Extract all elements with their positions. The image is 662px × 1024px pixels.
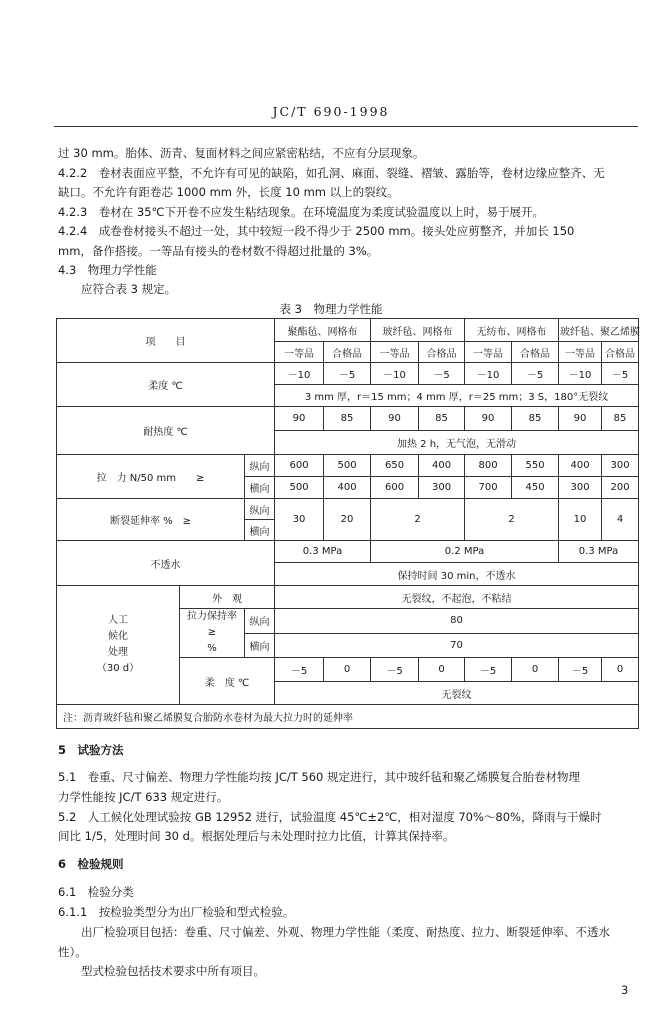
table-cell: 20 xyxy=(324,499,371,541)
table-cell: 300 xyxy=(419,477,465,499)
aging-label-line: （30 d） xyxy=(96,663,140,674)
table-header-row xyxy=(57,319,639,342)
item-header: 项 目 xyxy=(57,319,275,363)
table-cell: 2 xyxy=(465,499,559,541)
table-cell: 70 xyxy=(275,633,639,658)
table-cell: 0.3 MPa xyxy=(559,541,639,563)
header-rule xyxy=(54,126,638,127)
body-line: 间比 1/5，处理时间 30 d。根据处理后与未处理时拉力比值，计算其保持率。 xyxy=(58,829,455,843)
table-cell: 600 xyxy=(275,455,324,477)
table-cell: 0 xyxy=(419,658,465,682)
aging-label-line: 人工 xyxy=(108,615,128,626)
heat-note: 加热 2 h，无气泡，无滑动 xyxy=(275,431,639,455)
table-cell: 0.2 MPa xyxy=(371,541,559,563)
table-cell: 0 xyxy=(602,658,639,682)
table-cell: 10 xyxy=(559,499,602,541)
section-heading: 5 试验方法 xyxy=(58,743,124,757)
table-cell: 450 xyxy=(512,477,559,499)
group-header: 玻纤毡、聚乙烯膜 xyxy=(559,319,639,342)
table-cell: 0 xyxy=(324,658,371,682)
body-line: 4.2.3 卷材在 35℃下开卷不应发生粘结现象。在环境温度为柔度试验温度以上时，易于展开。 xyxy=(58,205,544,219)
direction-label: 纵向 xyxy=(245,499,275,520)
grade-header: 合格品 xyxy=(512,342,559,363)
group-header: 玻纤毡、网格布 xyxy=(371,319,465,342)
body-line: 力学性能按 JC/T 633 规定进行。 xyxy=(58,790,229,804)
body-line: mm，备作搭接。一等品有接头的卷材数不得超过批量的 3%。 xyxy=(58,244,379,258)
table-cell: 30 xyxy=(275,499,324,541)
page-number: 3 xyxy=(621,983,629,997)
aging-label xyxy=(57,586,180,705)
table-cell: 90 xyxy=(559,407,602,431)
table-cell: 85 xyxy=(324,407,371,431)
table-cell: －5 xyxy=(275,658,324,682)
table-note-row xyxy=(57,705,639,729)
table-cell: 300 xyxy=(559,477,602,499)
retention-label xyxy=(180,609,245,658)
properties-table xyxy=(56,318,639,729)
aging-flex-label: 柔 度 ℃ xyxy=(180,658,275,705)
table-cell: －5 xyxy=(602,363,639,385)
table-row xyxy=(57,586,639,609)
grade-header: 合格品 xyxy=(324,342,371,363)
body-line: 过 30 mm。胎体、沥青、复面材料之间应紧密粘结，不应有分层现象。 xyxy=(58,146,425,160)
table-cell: －5 xyxy=(324,363,371,385)
body-line: 应符合表 3 规定。 xyxy=(58,282,177,296)
table-row xyxy=(57,499,639,520)
body-line: 型式检验包括技术要求中所有项目。 xyxy=(58,964,265,978)
table-cell: －10 xyxy=(371,363,419,385)
table-cell: 200 xyxy=(602,477,639,499)
table-row xyxy=(57,363,639,385)
tensile-label: 拉 力 N/50 mm ≥ xyxy=(57,455,245,499)
table-row xyxy=(57,541,639,563)
flex-label: 柔度 ℃ xyxy=(57,363,275,407)
impermeability-note: 保持时间 30 min，不透水 xyxy=(275,563,639,586)
appearance-label: 外 观 xyxy=(180,586,275,609)
table-cell: －5 xyxy=(419,363,465,385)
table-cell: 85 xyxy=(419,407,465,431)
table-cell: 400 xyxy=(324,477,371,499)
standard-code-header: JC/T 690-1998 xyxy=(272,104,390,119)
table-cell: 550 xyxy=(512,455,559,477)
grade-header: 合格品 xyxy=(419,342,465,363)
table-cell: 400 xyxy=(419,455,465,477)
grade-header: 一等品 xyxy=(559,342,602,363)
table-cell: 600 xyxy=(371,477,419,499)
group-header: 无纺布、网格布 xyxy=(465,319,559,342)
impermeability-label: 不透水 xyxy=(57,541,275,586)
body-line: 出厂检验项目包括：卷重、尺寸偏差、外观、物理力学性能（柔度、耐热度、拉力、断裂延伸率、不透水 xyxy=(58,925,610,939)
section-heading: 6 检验规则 xyxy=(58,857,124,871)
body-line: 缺口。不允许有距卷芯 1000 mm 外，长度 10 mm 以上的裂纹。 xyxy=(58,185,399,199)
table-caption: 表 3 物理力学性能 xyxy=(279,302,383,316)
table-cell: －5 xyxy=(512,363,559,385)
table-cell: 85 xyxy=(512,407,559,431)
section-heading: 6.1 检验分类 xyxy=(58,885,134,899)
aging-label-line: 处理 xyxy=(108,647,128,658)
table-cell: －5 xyxy=(371,658,419,682)
table-cell: －10 xyxy=(275,363,324,385)
retention-label-text: 拉力保持率 ≥ xyxy=(187,611,247,638)
direction-label: 横向 xyxy=(245,477,275,499)
grade-header: 一等品 xyxy=(465,342,512,363)
table-cell: 500 xyxy=(324,455,371,477)
body-line: 4.2.4 成卷卷材接头不超过一处，其中较短一段不得少于 2500 mm。接头处应剪整齐，并加长 150 xyxy=(58,224,575,238)
appearance-value: 无裂纹，不起泡，不粘结 xyxy=(275,586,639,609)
table-cell: 90 xyxy=(465,407,512,431)
table-cell: 4 xyxy=(602,499,639,541)
table-cell: 90 xyxy=(371,407,419,431)
direction-label: 横向 xyxy=(245,520,275,541)
body-line: 性）。 xyxy=(58,945,87,959)
table-cell: 300 xyxy=(602,455,639,477)
table-cell: －5 xyxy=(465,658,512,682)
table-cell: 400 xyxy=(559,455,602,477)
table-cell: －10 xyxy=(559,363,602,385)
grade-header: 合格品 xyxy=(602,342,639,363)
group-header: 聚酯毡、网格布 xyxy=(275,319,371,342)
elongation-label: 断裂延伸率 % ≥ xyxy=(57,499,245,541)
table-cell: 2 xyxy=(371,499,465,541)
table-cell: 700 xyxy=(465,477,512,499)
table-cell: 0.3 MPa xyxy=(275,541,371,563)
body-line: 4.2.2 卷材表面应平整，不允许有可见的缺陷，如孔洞、麻面、裂缝、褶皱、露胎等，卷材边缘应整齐、无 xyxy=(58,166,605,180)
body-line: 6.1.1 按检验类型分为出厂检验和型式检验。 xyxy=(58,905,295,919)
table-cell: 650 xyxy=(371,455,419,477)
table-cell: －5 xyxy=(559,658,602,682)
aging-flex-note: 无裂纹 xyxy=(275,682,639,705)
table-cell: 90 xyxy=(275,407,324,431)
table-cell: 80 xyxy=(275,609,639,634)
grade-header: 一等品 xyxy=(275,342,324,363)
aging-label-line: 候化 xyxy=(108,631,128,642)
table-cell: 0 xyxy=(512,658,559,682)
table-row xyxy=(57,455,639,477)
table-row xyxy=(57,407,639,431)
table-cell: 800 xyxy=(465,455,512,477)
grade-header: 一等品 xyxy=(371,342,419,363)
flex-note: 3 mm 厚，r＝15 mm；4 mm 厚，r＝25 mm；3 S，180°无裂纹 xyxy=(275,385,639,407)
heat-label: 耐热度 ℃ xyxy=(57,407,275,455)
body-line: 5.2 人工候化处理试验按 GB 12952 进行，试验温度 45℃±2℃，相对湿度 70%～80%，降雨与干燥时 xyxy=(58,810,602,824)
direction-label: 纵向 xyxy=(245,609,275,634)
table-note: 注：沥青玻纤毡和聚乙烯膜复合胎防水卷材为最大拉力时的延伸率 xyxy=(57,705,639,729)
body-line: 5.1 卷重、尺寸偏差、物理力学性能均按 JC/T 560 规定进行，其中玻纤毡和聚乙烯膜复合胎卷材物理 xyxy=(58,770,581,784)
section-heading: 4.3 物理力学性能 xyxy=(58,263,157,277)
table-cell: 85 xyxy=(602,407,639,431)
retention-unit: % xyxy=(207,643,217,654)
table-cell: －10 xyxy=(465,363,512,385)
table-cell: 500 xyxy=(275,477,324,499)
direction-label: 纵向 xyxy=(245,455,275,477)
direction-label: 横向 xyxy=(245,633,275,658)
